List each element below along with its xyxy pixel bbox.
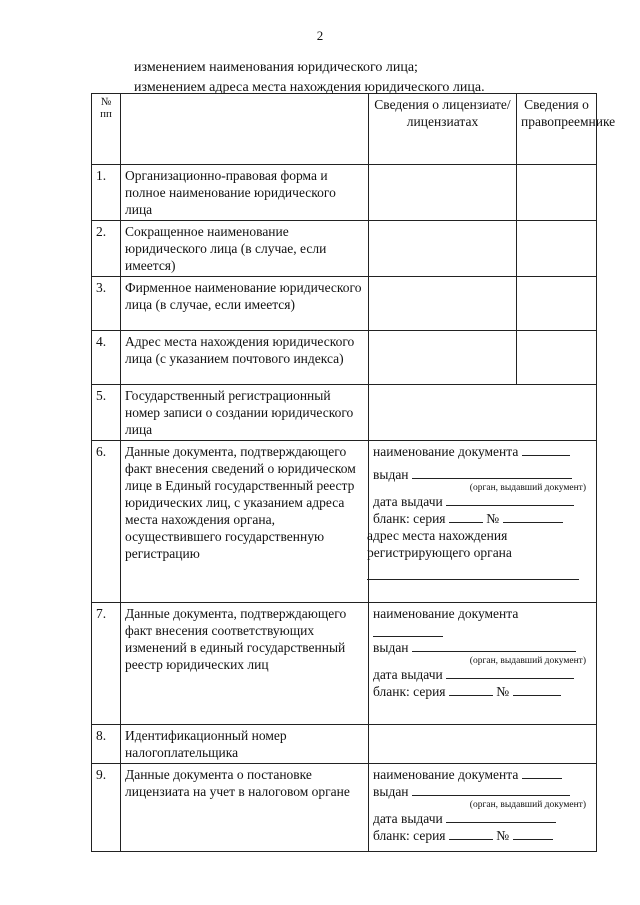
header-number: № пп bbox=[92, 94, 121, 165]
row-label: Государственный регистрационный номер записи о создании юридического лица bbox=[121, 385, 369, 441]
row-number: 3. bbox=[92, 277, 121, 331]
row-label: Адрес места нахождения юридического лица (с указанием почтового индекса) bbox=[121, 331, 369, 385]
intro-line-2: изменением адреса места нахождения юридического лица. bbox=[134, 80, 485, 95]
table-row bbox=[92, 385, 597, 441]
licensee-cell[interactable] bbox=[369, 221, 517, 277]
issued-label: выдан bbox=[373, 640, 409, 655]
row-label: Сокращенное наименование юридического лица (в случае, если имеется) bbox=[121, 221, 369, 277]
issue-date-blank[interactable] bbox=[446, 493, 574, 506]
form-number-blank[interactable] bbox=[513, 827, 553, 840]
table-header-row bbox=[92, 94, 597, 165]
doc-name-label: наименование документа bbox=[373, 606, 519, 621]
form-number-blank[interactable] bbox=[513, 683, 561, 696]
issue-date-label: дата выдачи bbox=[373, 667, 443, 682]
doc-name-blank[interactable] bbox=[522, 443, 570, 456]
table-row bbox=[92, 725, 597, 764]
successor-cell[interactable] bbox=[517, 331, 597, 385]
doc-name-blank[interactable] bbox=[373, 624, 443, 637]
issued-blank[interactable] bbox=[412, 639, 576, 652]
licensee-info-table bbox=[91, 93, 616, 852]
row-label: Идентификационный номер налогоплательщика bbox=[121, 725, 369, 764]
issue-date-blank[interactable] bbox=[446, 810, 556, 823]
row-number: 4. bbox=[92, 331, 121, 385]
merged-value-cell[interactable] bbox=[369, 725, 597, 764]
form-number-blank[interactable] bbox=[503, 510, 563, 523]
header-successor: Сведения о правопреемнике bbox=[517, 94, 597, 165]
table-row bbox=[92, 441, 597, 603]
issued-label: выдан bbox=[373, 467, 409, 482]
issued-blank[interactable] bbox=[412, 783, 570, 796]
issued-label: выдан bbox=[373, 784, 409, 799]
issuer-caption: (орган, выдавший документ) bbox=[469, 483, 586, 493]
issue-date-blank[interactable] bbox=[446, 666, 574, 679]
tax-registration-doc-fields bbox=[369, 764, 597, 852]
series-blank[interactable] bbox=[449, 510, 483, 523]
header-empty bbox=[121, 94, 369, 165]
form-series-label: бланк: серия bbox=[373, 511, 446, 526]
issue-date-label: дата выдачи bbox=[373, 494, 443, 509]
row-label: Данные документа, подтверждающего факт внесения сведений о юридическом лице в Единый государственный реестр юридических лиц, с указанием адреса места нахождения органа, осуществившего государственную регистрацию bbox=[121, 441, 369, 603]
table-row bbox=[92, 331, 597, 385]
intro-line-1: изменением наименования юридического лица; bbox=[134, 60, 418, 75]
egrul-doc-fields bbox=[369, 441, 597, 603]
licensee-cell[interactable] bbox=[369, 331, 517, 385]
row-number: 2. bbox=[92, 221, 121, 277]
number-sign: № bbox=[486, 511, 500, 526]
table-row bbox=[92, 165, 597, 221]
row-number: 8. bbox=[92, 725, 121, 764]
row-number: 9. bbox=[92, 764, 121, 852]
row-label: Данные документа о постановке лицензиата на учет в налоговом органе bbox=[121, 764, 369, 852]
doc-name-blank[interactable] bbox=[522, 766, 562, 779]
row-number: 7. bbox=[92, 603, 121, 725]
form-series-label: бланк: серия bbox=[373, 684, 446, 699]
number-sign: № bbox=[496, 828, 510, 843]
issuer-caption: (орган, выдавший документ) bbox=[469, 656, 586, 666]
row-number: 5. bbox=[92, 385, 121, 441]
row-number: 6. bbox=[92, 441, 121, 603]
table-row bbox=[92, 764, 597, 852]
header-licensee: Сведения о лицензиате/лицензиатах bbox=[369, 94, 517, 165]
row-label: Организационно-правовая форма и полное наименование юридического лица bbox=[121, 165, 369, 221]
egrul-changes-doc-fields bbox=[369, 603, 597, 725]
number-sign: № bbox=[496, 684, 510, 699]
table-row bbox=[92, 221, 597, 277]
doc-name-label: наименование документа bbox=[373, 444, 519, 459]
issuer-caption: (орган, выдавший документ) bbox=[469, 800, 586, 810]
reg-address-blank[interactable] bbox=[367, 567, 579, 580]
table-row bbox=[92, 603, 597, 725]
successor-cell[interactable] bbox=[517, 221, 597, 277]
doc-name-label: наименование документа bbox=[373, 767, 519, 782]
licensee-cell[interactable] bbox=[369, 277, 517, 331]
issue-date-label: дата выдачи bbox=[373, 811, 443, 826]
row-label: Данные документа, подтверждающего факт внесения соответствующих изменений в единый государственный реестр юридических лиц bbox=[121, 603, 369, 725]
row-label: Фирменное наименование юридического лица (в случае, если имеется) bbox=[121, 277, 369, 331]
form-series-label: бланк: серия bbox=[373, 828, 446, 843]
table-row bbox=[92, 277, 597, 331]
merged-value-cell[interactable] bbox=[369, 385, 597, 441]
successor-cell[interactable] bbox=[517, 277, 597, 331]
licensee-cell[interactable] bbox=[369, 165, 517, 221]
successor-cell[interactable] bbox=[517, 165, 597, 221]
page-number: 2 bbox=[316, 28, 324, 43]
issued-blank[interactable] bbox=[412, 466, 572, 479]
row-number: 1. bbox=[92, 165, 121, 221]
reg-address-label: адрес места нахождения регистрирующего органа bbox=[367, 528, 512, 560]
series-blank[interactable] bbox=[449, 827, 493, 840]
series-blank[interactable] bbox=[449, 683, 493, 696]
